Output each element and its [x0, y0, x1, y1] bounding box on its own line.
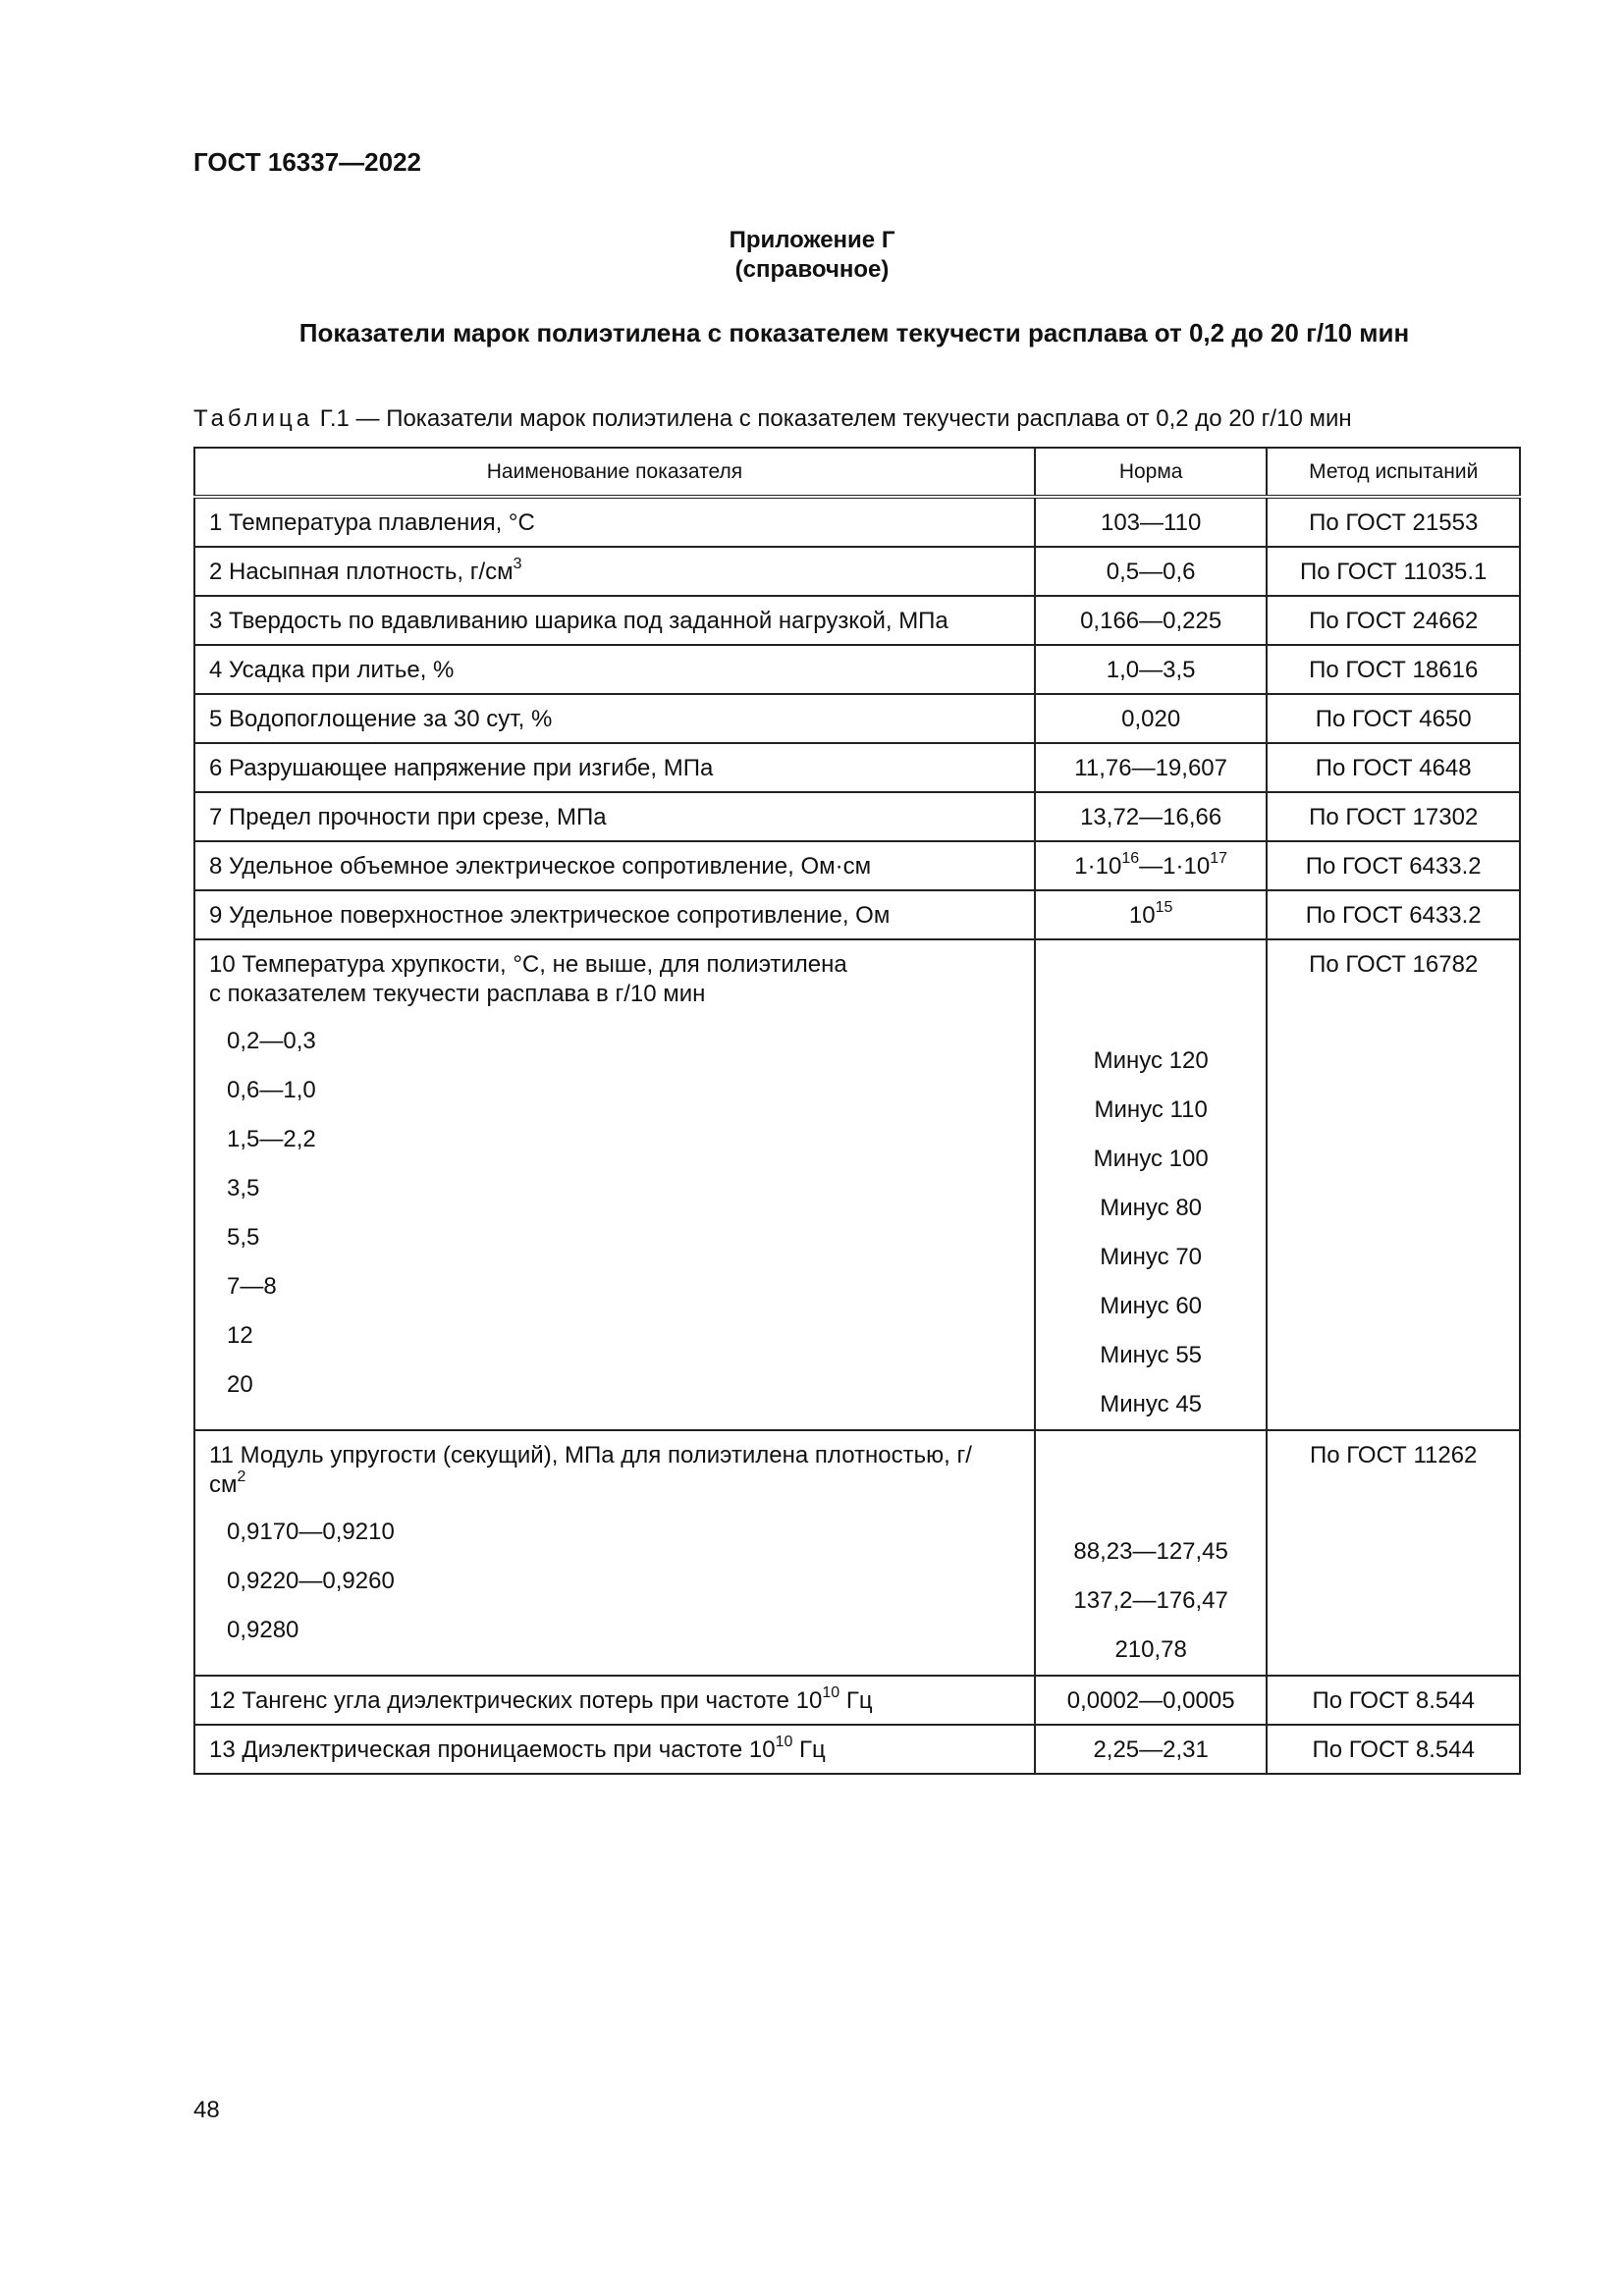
table-caption — [193, 405, 1352, 433]
sub-item-value: Минус 55 — [1100, 1342, 1203, 1368]
row-method: По ГОСТ 21553 — [1267, 497, 1520, 547]
row-name: 5 Водопоглощение за 30 сут, % — [194, 694, 1035, 743]
row-norm: 103—110 — [1035, 497, 1268, 547]
row-name — [194, 1676, 1035, 1725]
row-norm: 0,020 — [1035, 694, 1268, 743]
appendix-title: Приложение Г — [729, 227, 895, 253]
row-method: По ГОСТ 18616 — [1267, 645, 1520, 694]
table-caption-label: Таблица — [193, 405, 314, 432]
table-caption-text: Г.1 — Показатели марок полиэтилена с показателем текучести расплава от 0,2 до 20 г/10 мин — [319, 405, 1352, 432]
row-method: По ГОСТ 4648 — [1267, 743, 1520, 792]
norm-part: 1·10 — [1074, 853, 1122, 880]
row-name-sup: 3 — [513, 556, 522, 572]
row-name-text: 12 Тангенс угла диэлектрических потерь при частоте 10 — [209, 1687, 823, 1714]
header-method: Метод испытаний — [1267, 448, 1520, 497]
table-row — [194, 841, 1520, 890]
row-name — [194, 1725, 1035, 1774]
sub-item-value: Минус 70 — [1100, 1244, 1203, 1270]
row-name: 6 Разрушающее напряжение при изгибе, МПа — [194, 743, 1035, 792]
section-title: Показатели марок полиэтилена с показателем текучести расплава от 0,2 до 20 г/10 мин — [298, 318, 1410, 347]
table-row-brittleness — [194, 939, 1520, 1430]
sub-item-label: 0,2—0,3 — [227, 1028, 316, 1054]
sub-item-label: 3,5 — [227, 1175, 260, 1201]
row-norm — [1035, 841, 1268, 890]
row-method: По ГОСТ 8.544 — [1267, 1676, 1520, 1725]
table-row-modulus — [194, 1430, 1520, 1676]
norm-exponent: 15 — [1155, 899, 1173, 916]
row-method: По ГОСТ 17302 — [1267, 792, 1520, 841]
row-name-sup: 10 — [822, 1684, 840, 1701]
sub-item-label: 20 — [227, 1371, 253, 1398]
sub-item-value: Минус 45 — [1100, 1391, 1203, 1417]
sub-item-label: 7—8 — [227, 1273, 277, 1300]
table-row — [194, 596, 1520, 645]
row-name-line: с показателем текучести расплава в г/10 мин — [209, 981, 706, 1007]
appendix-heading — [0, 226, 1624, 285]
sub-item-value: 137,2—176,47 — [1073, 1587, 1228, 1614]
page-number: 48 — [193, 2097, 220, 2123]
sub-item-value: Минус 120 — [1093, 1047, 1209, 1074]
table-row — [194, 890, 1520, 939]
row-norm: 2,25—2,31 — [1035, 1725, 1268, 1774]
row-norm: 1,0—3,5 — [1035, 645, 1268, 694]
row-method: По ГОСТ 16782 — [1267, 939, 1520, 1430]
row-name-line: 11 Модуль упругости (секущий), МПа для полиэтилена плотностью, г/ — [209, 1442, 972, 1468]
appendix-subtitle: (справочное) — [734, 256, 890, 283]
row-name — [194, 939, 1035, 1430]
document-code: ГОСТ 16337—2022 — [193, 147, 421, 177]
row-norm — [1035, 939, 1268, 1430]
table-row — [194, 547, 1520, 596]
row-method: По ГОСТ 6433.2 — [1267, 890, 1520, 939]
row-name: 9 Удельное поверхностное электрическое сопротивление, Ом — [194, 890, 1035, 939]
row-name: 7 Предел прочности при срезе, МПа — [194, 792, 1035, 841]
sub-item-value: Минус 100 — [1093, 1146, 1209, 1172]
norm-exponent: 16 — [1121, 850, 1140, 867]
row-norm: 13,72—16,66 — [1035, 792, 1268, 841]
row-method: По ГОСТ 24662 — [1267, 596, 1520, 645]
row-method: По ГОСТ 8.544 — [1267, 1725, 1520, 1774]
sub-item-label: 0,9280 — [227, 1617, 299, 1643]
sub-item-value: Минус 80 — [1100, 1195, 1203, 1221]
table-row — [194, 1725, 1520, 1774]
properties-table — [193, 447, 1521, 1775]
sub-item-label: 12 — [227, 1322, 253, 1349]
row-name-line: 10 Температура хрупкости, °С, не выше, для полиэтилена — [209, 951, 847, 978]
norm-exponent: 17 — [1210, 850, 1227, 867]
row-name-sup: 10 — [775, 1734, 793, 1750]
table-header-row — [194, 448, 1520, 497]
sub-item-label: 5,5 — [227, 1224, 260, 1251]
table-row — [194, 645, 1520, 694]
row-norm: 11,76—19,607 — [1035, 743, 1268, 792]
sub-item-value: Минус 110 — [1094, 1096, 1208, 1123]
row-name-sup: 2 — [237, 1468, 246, 1485]
row-name: 1 Температура плавления, °С — [194, 497, 1035, 547]
row-method: По ГОСТ 6433.2 — [1267, 841, 1520, 890]
row-norm — [1035, 890, 1268, 939]
row-name: 8 Удельное объемное электрическое сопротивление, Ом·см — [194, 841, 1035, 890]
row-name: 3 Твердость по вдавливанию шарика под заданной нагрузкой, МПа — [194, 596, 1035, 645]
row-name-tail: Гц — [792, 1736, 826, 1763]
sub-item-label: 1,5—2,2 — [227, 1126, 316, 1152]
row-name-line — [209, 1470, 1020, 1500]
row-norm: 0,166—0,225 — [1035, 596, 1268, 645]
row-name — [194, 1430, 1035, 1676]
row-norm: 0,0002—0,0005 — [1035, 1676, 1268, 1725]
norm-part: 10 — [1128, 902, 1156, 929]
table-row — [194, 743, 1520, 792]
row-method: По ГОСТ 4650 — [1267, 694, 1520, 743]
row-name-text: см — [209, 1471, 238, 1498]
row-name-text: 2 Насыпная плотность, г/см — [209, 559, 514, 585]
row-name-tail: Гц — [839, 1687, 873, 1714]
row-name: 4 Усадка при литье, % — [194, 645, 1035, 694]
sub-item-value: 88,23—127,45 — [1073, 1538, 1228, 1565]
row-name-text: 13 Диэлектрическая проницаемость при частоте 10 — [209, 1736, 776, 1763]
header-norm: Норма — [1035, 448, 1268, 497]
row-method: По ГОСТ 11262 — [1267, 1430, 1520, 1676]
sub-item-label: 0,9170—0,9210 — [227, 1519, 395, 1545]
row-name — [194, 547, 1035, 596]
row-method: По ГОСТ 11035.1 — [1267, 547, 1520, 596]
table-row — [194, 1676, 1520, 1725]
table-row — [194, 497, 1520, 547]
sub-item-label: 0,6—1,0 — [227, 1077, 316, 1103]
table-row — [194, 792, 1520, 841]
sub-item-value: 210,78 — [1114, 1636, 1187, 1663]
norm-part: —1·10 — [1139, 853, 1211, 880]
sub-item-label: 0,9220—0,9260 — [227, 1568, 395, 1594]
sub-item-value: Минус 60 — [1100, 1293, 1203, 1319]
row-norm: 0,5—0,6 — [1035, 547, 1268, 596]
table-row — [194, 694, 1520, 743]
row-norm — [1035, 1430, 1268, 1676]
header-name: Наименование показателя — [194, 448, 1035, 497]
